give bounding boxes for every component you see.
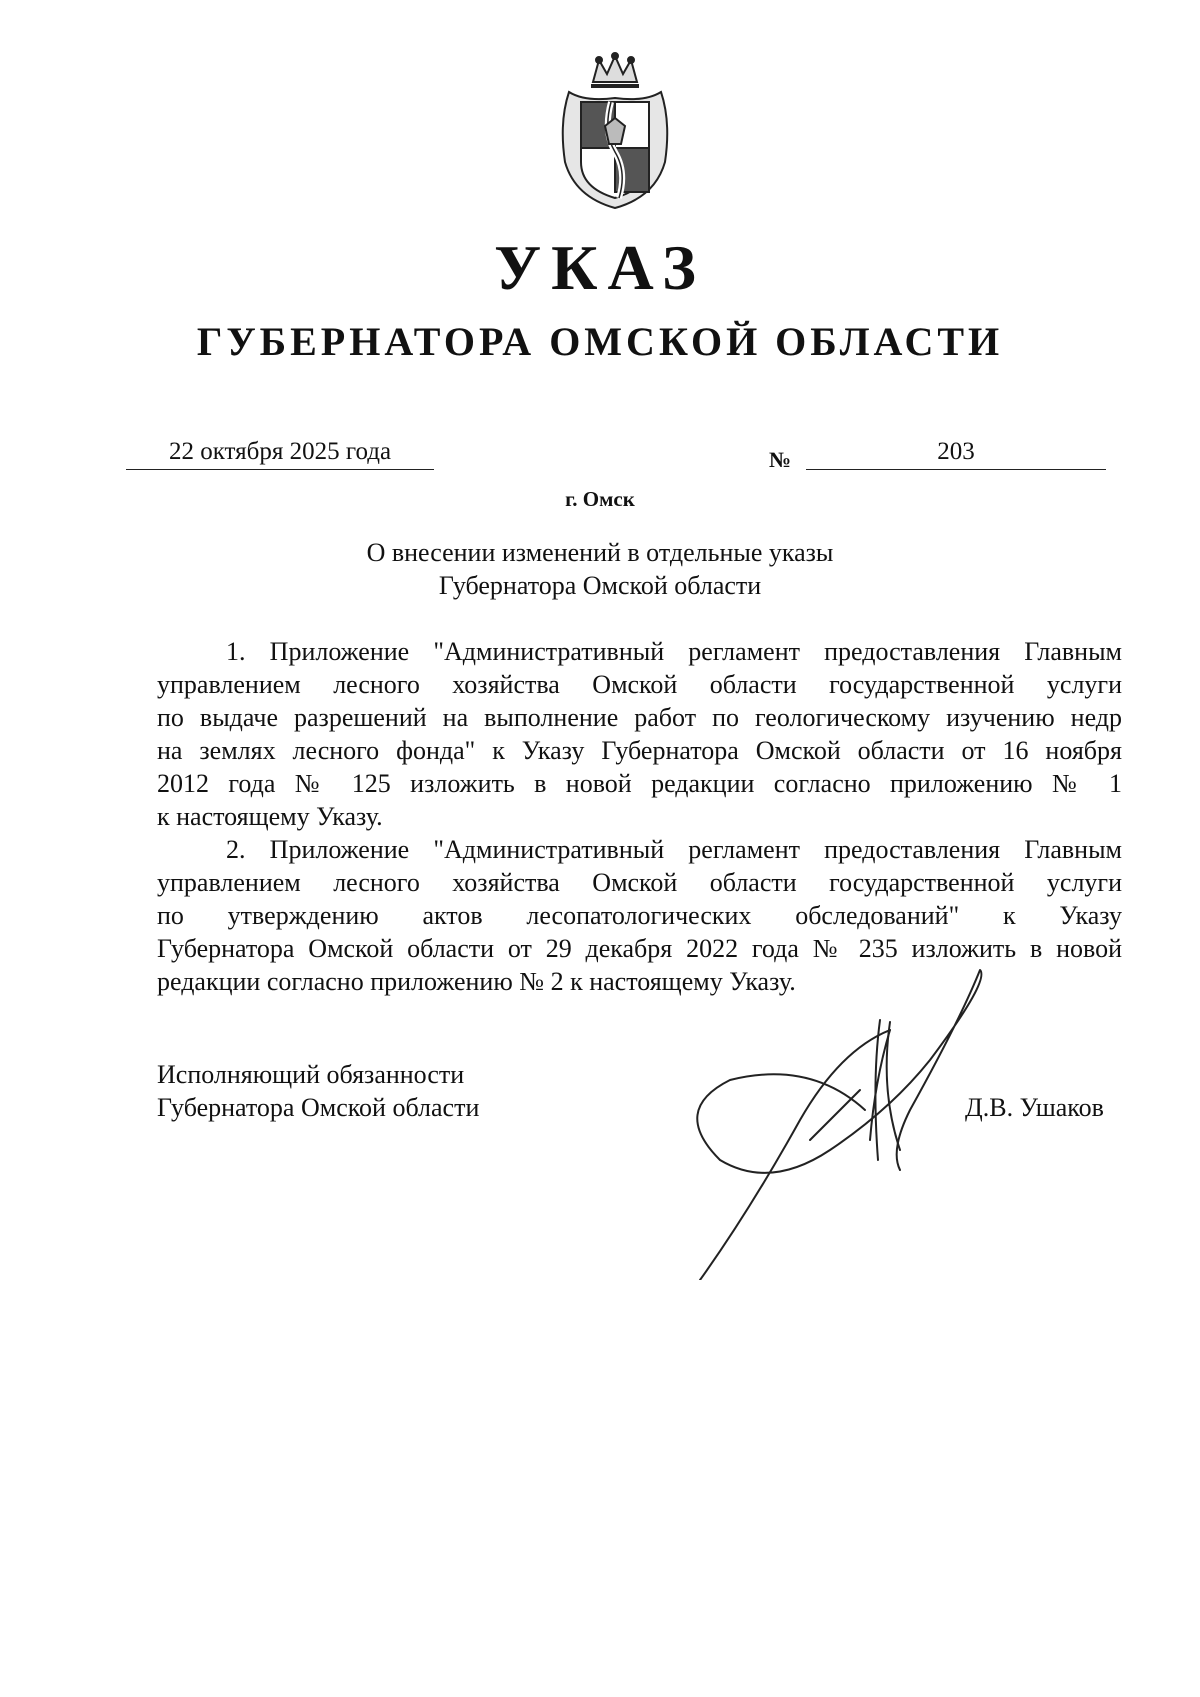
document-number: 203 bbox=[806, 435, 1106, 470]
paragraph-line: к настоящему Указу. bbox=[157, 802, 383, 831]
paragraph-line: 2. Приложение "Административный регламент предоставления Главным bbox=[226, 835, 1122, 864]
number-label: № bbox=[769, 447, 792, 472]
paragraph-line: по утверждению актов лесопатологических обследований" к Указу bbox=[157, 901, 1122, 930]
paragraph-1 bbox=[157, 635, 1122, 833]
document-city: г. Омск bbox=[565, 487, 635, 511]
document-title: УКАЗ bbox=[494, 232, 706, 303]
position-line: Губернатора Омской области bbox=[157, 1093, 480, 1122]
paragraph-line: по выдаче разрешений на выполнение работ по геологическому изучению недр bbox=[157, 703, 1122, 732]
paragraph-line: Губернатора Омской области от 29 декабря 2022 года № 235 изложить в новой bbox=[157, 934, 1122, 963]
paragraph-line: редакции согласно приложению № 2 к настоящему Указу. bbox=[157, 967, 796, 996]
paragraph-line: на землях лесного фонда" к Указу Губернатора Омской области от 16 ноября bbox=[157, 736, 1122, 765]
paragraph-line: 2012 года № 125 изложить в новой редакции согласно приложению № 1 bbox=[157, 769, 1122, 798]
position-line: Исполняющий обязанности bbox=[157, 1060, 465, 1089]
signatory-position bbox=[157, 1058, 479, 1124]
document-date: 22 октября 2025 года bbox=[126, 435, 434, 470]
coat-of-arms-icon bbox=[555, 52, 675, 212]
paragraph-line: управлением лесного хозяйства Омской области государственной услуги bbox=[157, 670, 1122, 699]
subject-line: Губернатора Омской области bbox=[438, 571, 762, 600]
paragraph-line: 1. Приложение "Административный регламент предоставления Главным bbox=[226, 637, 1122, 666]
document-body bbox=[157, 635, 1122, 998]
subject-line: О внесении изменений в отдельные указы bbox=[366, 538, 834, 567]
document-subtitle: ГУБЕРНАТОРА ОМСКОЙ ОБЛАСТИ bbox=[196, 319, 1004, 364]
signatory-name: Д.В. Ушаков bbox=[965, 1093, 1104, 1122]
document-subject bbox=[0, 536, 1200, 602]
paragraph-line: управлением лесного хозяйства Омской области государственной услуги bbox=[157, 868, 1122, 897]
handwritten-signature-icon bbox=[690, 960, 1010, 1280]
